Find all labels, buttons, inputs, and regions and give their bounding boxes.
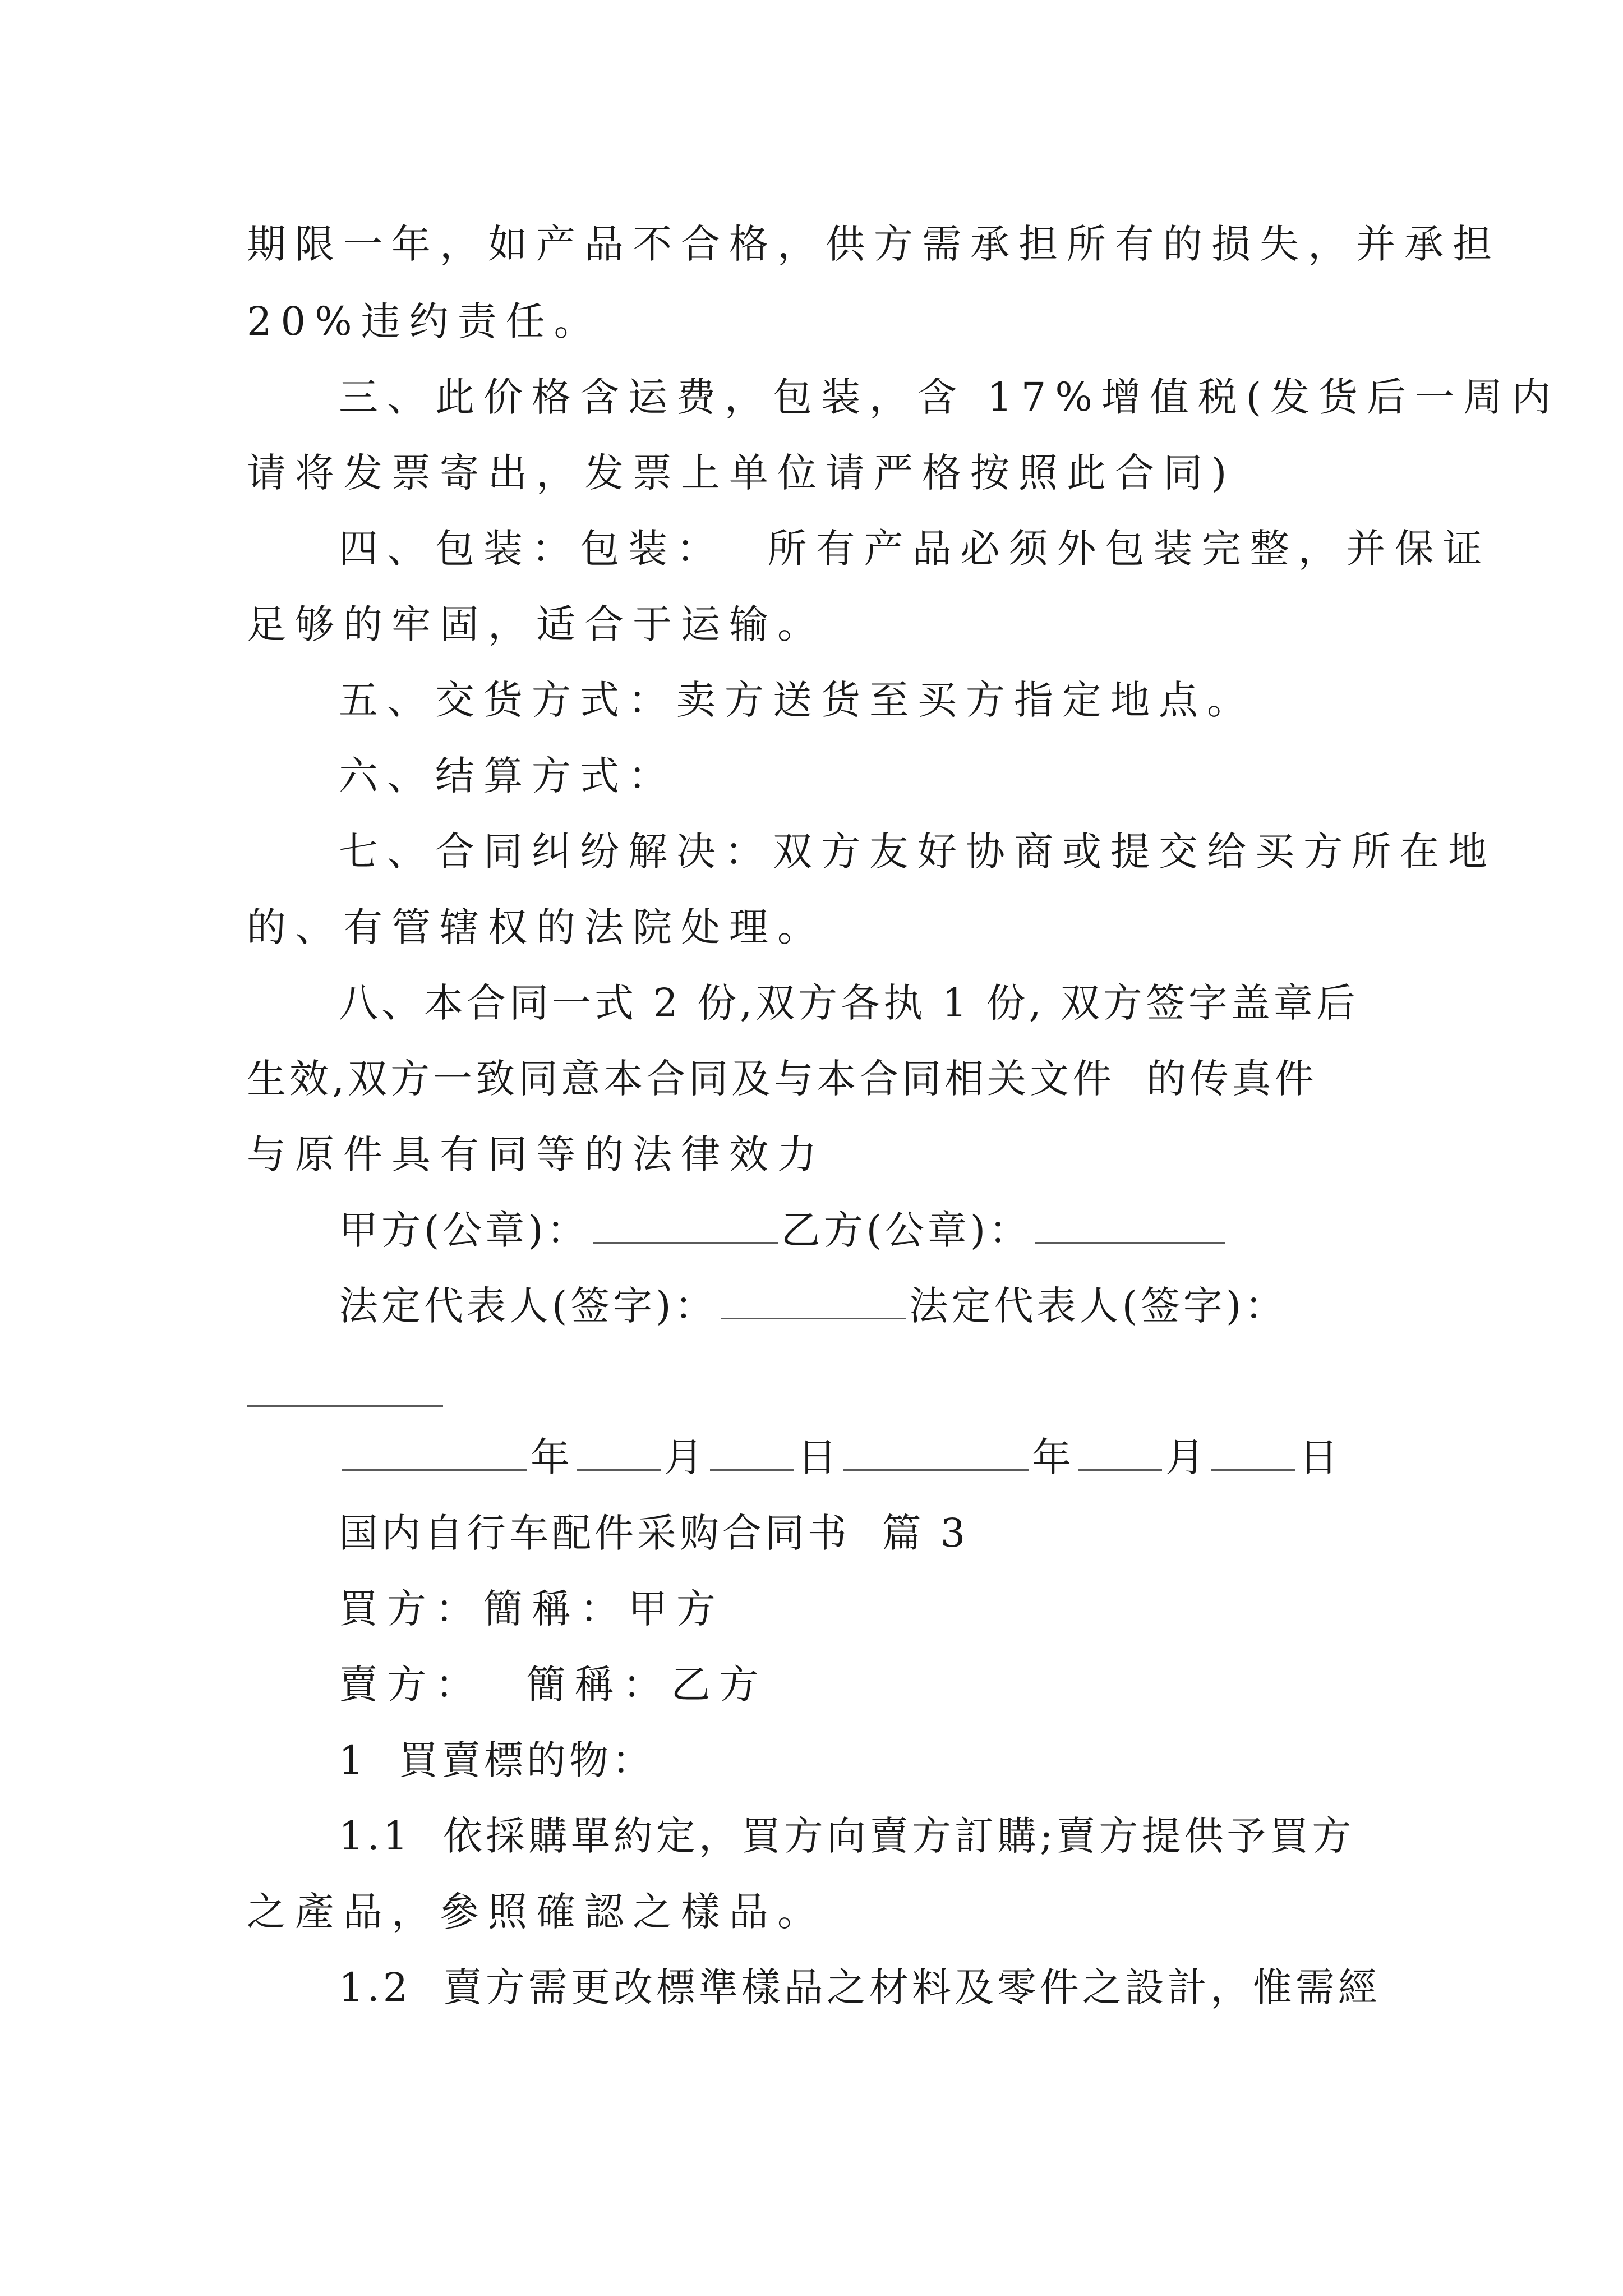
paragraph-line: 的、有管辖权的法院处理。 [247, 904, 826, 950]
date-row [339, 1429, 1341, 1485]
article-1-heading: 1 買賣標的物： [339, 1737, 655, 1783]
party-a-rep-label: 法定代表人(签字)： [339, 1283, 717, 1329]
clause-8-line: 八、本合同一式 2 份,双方各执 1 份, 双方签字盖章后 [339, 980, 1359, 1026]
year-label: 年 [1032, 1434, 1075, 1480]
year-blank-a[interactable] [342, 1434, 527, 1471]
year-label: 年 [531, 1434, 573, 1480]
party-seal-row [339, 1202, 1229, 1258]
party-b-rep-blank[interactable] [247, 1405, 443, 1407]
day-blank-a[interactable] [710, 1434, 794, 1471]
party-b-seal-label: 乙方(公章)： [781, 1207, 1032, 1253]
month-label: 月 [664, 1434, 707, 1480]
day-blank-b[interactable] [1211, 1434, 1295, 1471]
month-blank-b[interactable] [1078, 1434, 1162, 1471]
paragraph-line: 之產品，參照確認之樣品。 [247, 1889, 826, 1935]
clause-7-line: 七、合同纠纷解决：双方友好协商或提交给买方所在地 [339, 829, 1496, 875]
month-blank-a[interactable] [577, 1434, 661, 1471]
party-a-rep-blank[interactable] [721, 1283, 906, 1319]
paragraph-line: 20%违约责任。 [247, 298, 602, 344]
paragraph-line: 请将发票寄出，发票上单位请严格按照此合同) [247, 450, 1236, 496]
paragraph-line: 生效,双方一致同意本合同及与本合同相关文件 的传真件 [247, 1056, 1317, 1102]
paragraph-line: 与原件具有同等的法律效力 [247, 1131, 826, 1177]
paragraph-line: 足够的牢固，适合于运输。 [247, 601, 826, 647]
article-1-2-line: 1.2 賣方需更改標準樣品之材料及零件之設計，惟需經 [339, 1964, 1381, 2010]
day-label: 日 [797, 1434, 840, 1480]
buyer-line: 買方：簡稱：甲方 [339, 1586, 725, 1632]
clause-5-line: 五、交货方式：卖方送货至买方指定地点。 [339, 677, 1255, 723]
year-blank-b[interactable] [843, 1434, 1029, 1471]
day-label: 日 [1299, 1434, 1341, 1480]
month-label: 月 [1165, 1434, 1208, 1480]
party-b-rep-label: 法定代表人(签字)： [909, 1283, 1288, 1329]
legal-rep-row [339, 1278, 1287, 1334]
clause-6-line: 六、结算方式： [339, 753, 676, 799]
paragraph-line: 期限一年，如产品不合格，供方需承担所有的损失，并承担 [247, 221, 1501, 267]
clause-4-line: 四、包装：包装： 所有产品必须外包装完整，并保证 [339, 526, 1491, 572]
clause-3-line: 三、此价格含运费，包装，含 17%增值税(发货后一周内 [339, 374, 1560, 420]
party-b-seal-blank[interactable] [1035, 1207, 1225, 1244]
party-a-seal-label: 甲方(公章)： [339, 1207, 589, 1253]
party-a-seal-blank[interactable] [593, 1207, 778, 1244]
seller-line: 賣方： 簡稱：乙方 [339, 1662, 768, 1708]
article-1-1-line: 1.1 依採購單約定，買方向賣方訂購;賣方提供予買方 [339, 1813, 1355, 1859]
section-title: 国内自行车配件采购合同书 篇 3 [339, 1510, 969, 1556]
